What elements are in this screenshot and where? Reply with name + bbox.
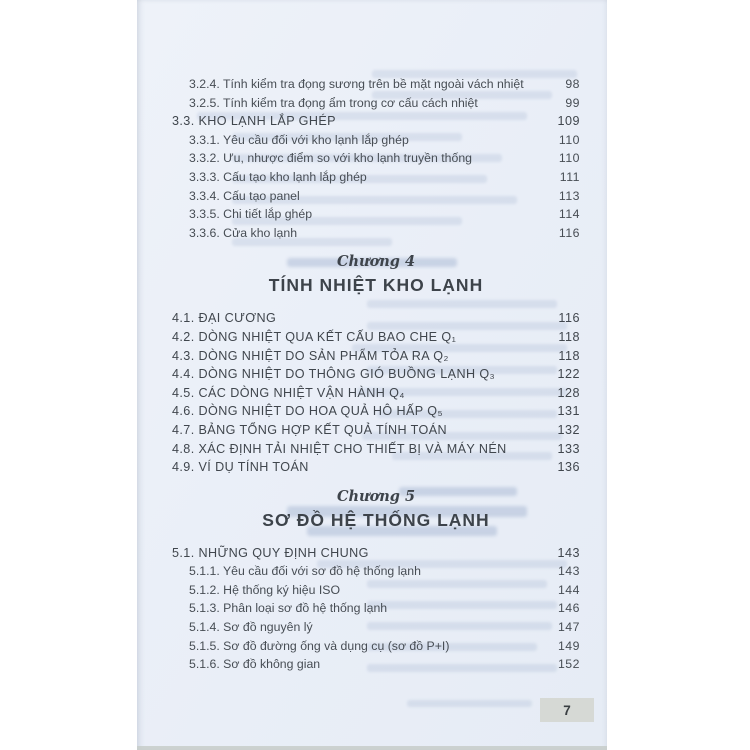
chapter-label: Chương 5 [336, 487, 416, 505]
toc-entry [172, 347, 580, 366]
toc-entry-page-number: 118 [558, 329, 580, 344]
toc-entry [172, 402, 580, 421]
toc-entry-page-number: 144 [557, 582, 580, 597]
toc-entry-label: 4.3. DÒNG NHIỆT DO SẢN PHẨM TỎA RA Q₂ [172, 348, 449, 363]
toc-entry [172, 328, 580, 347]
toc-entry [172, 149, 580, 168]
book-page [137, 0, 607, 750]
toc-entry-page-number: 147 [557, 620, 580, 635]
toc-entry-page-number: 146 [557, 601, 580, 616]
toc-entry [172, 599, 580, 618]
toc-entry [172, 618, 580, 637]
toc-entry [172, 224, 580, 243]
toc-entry-label: 5.1.4. Sơ đồ nguyên lý [189, 620, 313, 635]
toc-entry [172, 309, 580, 328]
toc-entry-label: 3.3.4. Cấu tạo panel [189, 188, 300, 203]
toc-entry-label: 4.1. ĐẠI CƯƠNG [172, 311, 277, 326]
toc-entry [172, 131, 580, 150]
toc-entry-page-number: 136 [557, 460, 580, 475]
bleed-through-line [407, 700, 532, 707]
toc-entry [172, 168, 580, 187]
toc-entry-page-number: 113 [558, 188, 580, 203]
toc-entry-page-number: 149 [557, 638, 580, 653]
toc-entry [172, 458, 580, 477]
toc-entry-label: 5.1.1. Yêu cầu đối với sơ đồ hệ thống lạnh [189, 564, 421, 579]
toc-entry [172, 421, 580, 440]
toc-entry-label: 4.6. DÒNG NHIỆT DO HOA QUẢ HÔ HẤP Q₅ [172, 404, 443, 419]
toc-entry [172, 384, 580, 403]
toc-entry-page-number: 131 [557, 404, 580, 419]
toc-entry-page-number: 133 [557, 441, 580, 456]
toc-entry-label: 3.2.5. Tính kiểm tra đọng ẩm trong cơ cấu cách nhiệt [189, 95, 478, 110]
toc-entry-label: 4.8. XÁC ĐỊNH TẢI NHIỆT CHO THIẾT BỊ VÀ MÁY NÉN [172, 441, 507, 456]
toc-entry [172, 440, 580, 459]
chapter-title: SƠ ĐỒ HỆ THỐNG LẠNH [262, 509, 490, 530]
toc-entry-label: 4.2. DÒNG NHIỆT QUA KẾT CẤU BAO CHE Q₁ [172, 329, 457, 344]
toc-entry [172, 655, 580, 674]
table-of-contents [137, 75, 607, 674]
toc-entry [172, 94, 580, 113]
toc-entry [172, 562, 580, 581]
page-number-badge [540, 698, 594, 722]
toc-entry-label: 3.2.4. Tính kiểm tra đọng sương trên bề mặt ngoài vách nhiệt [189, 77, 524, 91]
toc-entry-label: 5.1.6. Sơ đồ không gian [189, 657, 321, 672]
toc-entry-label: 4.9. VÍ DỤ TÍNH TOÁN [172, 460, 309, 475]
toc-entry-label: 5.1.2. Hệ thống ký hiệu ISO [189, 582, 341, 597]
toc-entry-page-number: 110 [558, 151, 580, 166]
toc-entry-page-number: 110 [558, 132, 580, 147]
toc-entry-page-number: 152 [557, 657, 580, 672]
toc-entry [172, 187, 580, 206]
chapter-label: Chương 4 [336, 253, 416, 271]
toc-entry [172, 637, 580, 656]
toc-entry-label: 3.3.1. Yêu cầu đối với kho lạnh lắp ghép [189, 132, 409, 147]
toc-entry [172, 205, 580, 224]
toc-entry-label: 3.3.6. Cửa kho lạnh [189, 225, 298, 240]
toc-entry-label: 3.3.5. Chi tiết lắp ghép [189, 207, 313, 222]
toc-entry-label: 5.1.3. Phân loại sơ đồ hệ thống lạnh [189, 601, 388, 616]
toc-entry-label: 4.7. BẢNG TỔNG HỢP KẾT QUẢ TÍNH TOÁN [172, 422, 448, 437]
toc-entry-page-number: 122 [557, 367, 580, 382]
toc-entry [172, 581, 580, 600]
toc-entry-label: 3.3.3. Cấu tạo kho lạnh lắp ghép [189, 169, 367, 184]
toc-entry-page-number: 99 [565, 95, 580, 110]
page-number: 7 [563, 702, 571, 718]
toc-entry-label: 4.4. DÒNG NHIỆT DO THÔNG GIÓ BUỒNG LẠNH Q₃ [172, 367, 496, 382]
toc-entry-page-number: 98 [565, 77, 580, 91]
toc-entry-page-number: 143 [557, 564, 580, 579]
toc-entry-page-number: 143 [557, 545, 580, 560]
toc-entry-label: 3.3. KHO LẠNH LẮP GHÉP [172, 114, 336, 129]
toc-entry-page-number: 109 [557, 114, 580, 129]
toc-entry-page-number: 114 [558, 207, 580, 222]
toc-entry-page-number: 111 [559, 169, 580, 184]
toc-entry-label: 5.1.5. Sơ đồ đường ống và dụng cụ (sơ đồ P+I) [189, 638, 450, 653]
chapter-title: TÍNH NHIỆT KHO LẠNH [268, 275, 484, 296]
toc-entry-page-number: 132 [557, 422, 580, 437]
toc-entry [172, 112, 580, 131]
chapter-heading-block [172, 488, 580, 531]
toc-entry-page-number: 118 [558, 348, 580, 363]
toc-entry-label: 3.3.2. Ưu, nhược điểm so với kho lạnh truyền thống [189, 151, 473, 166]
toc-entry-page-number: 116 [558, 311, 580, 326]
chapter-heading-block [172, 253, 580, 296]
toc-entry [172, 544, 580, 563]
toc-entry-label: 5.1. NHỮNG QUY ĐỊNH CHUNG [172, 545, 369, 560]
toc-entry [172, 75, 580, 94]
toc-entry-page-number: 116 [558, 225, 580, 240]
toc-entry-page-number: 128 [557, 385, 580, 400]
toc-entry [172, 365, 580, 384]
toc-entry-label: 4.5. CÁC DÒNG NHIỆT VẬN HÀNH Q₄ [172, 385, 405, 400]
